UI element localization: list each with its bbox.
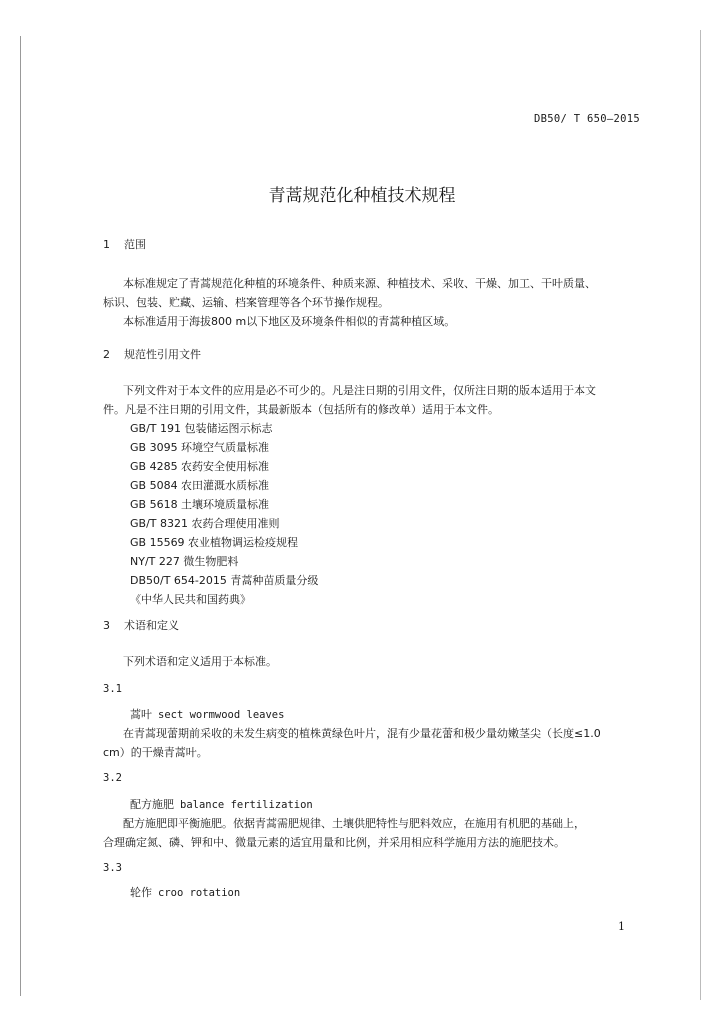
subsection-number: 3.1 bbox=[103, 683, 122, 695]
reference-item: GB 3095 环境空气质量标准 bbox=[130, 441, 270, 454]
reference-item: GB 15569 农业植物调运检疫规程 bbox=[130, 536, 299, 549]
term-english: sect wormwood leaves bbox=[158, 709, 285, 721]
section-number: 3 bbox=[103, 619, 110, 632]
paragraph-line: 件。凡是不注日期的引用文件，其最新版本（包括所有的修改单）适用于本文件。 bbox=[103, 403, 499, 416]
definition-line: 配方施肥即平衡施肥。依据青蒿需肥规律、土壤供肥特性与肥料效应，在施用有机肥的基础上， bbox=[123, 817, 585, 830]
reference-item: GB 5618 土壤环境质量标准 bbox=[130, 498, 270, 511]
document-title: 青蒿规范化种植技术规程 bbox=[268, 186, 456, 206]
section-heading bbox=[103, 346, 201, 362]
reference-item: GB/T 8321 农药合理使用准则 bbox=[130, 517, 280, 530]
term-chinese: 蒿叶 bbox=[130, 708, 152, 721]
definition-line: cm）的干燥青蒿叶。 bbox=[103, 746, 208, 759]
reference-item: GB 4285 农药安全使用标准 bbox=[130, 460, 270, 473]
reference-item: DB50/T 654-2015 青蒿种苗质量分级 bbox=[130, 574, 319, 587]
definition-line: 在青蒿现蕾期前采收的未发生病变的植株黄绿色叶片，混有少量花蕾和极少量幼嫩茎尖（长度≤1.0 bbox=[123, 727, 601, 740]
section-heading bbox=[103, 236, 146, 252]
subsection-number: 3.3 bbox=[103, 862, 122, 874]
term-chinese: 轮作 bbox=[130, 886, 152, 899]
reference-item: GB/T 191 包装储运图示标志 bbox=[130, 422, 273, 435]
definition-line: 合理确定氮、磷、钾和中、微量元素的适宜用量和比例，并采用相应科学施用方法的施肥技术。 bbox=[103, 836, 565, 849]
term-heading bbox=[130, 796, 313, 812]
section-title: 规范性引用文件 bbox=[124, 348, 201, 361]
paragraph-line: 下列文件对于本文件的应用是必不可少的。凡是注日期的引用文件，仅所注日期的版本适用于本文 bbox=[123, 384, 596, 397]
section-title: 术语和定义 bbox=[124, 619, 179, 632]
reference-item: 《中华人民共和国药典》 bbox=[130, 593, 251, 606]
section-heading bbox=[103, 617, 179, 633]
term-heading bbox=[130, 884, 240, 900]
term-heading bbox=[130, 706, 284, 722]
section-number: 1 bbox=[103, 238, 110, 251]
section-number: 2 bbox=[103, 348, 110, 361]
paragraph-line: 下列术语和定义适用于本标准。 bbox=[123, 655, 277, 668]
paragraph-line: 本标准适用于海拔800 m以下地区及环境条件相似的青蒿种植区域。 bbox=[123, 315, 456, 328]
reference-item: GB 5084 农田灌溉水质标准 bbox=[130, 479, 270, 492]
scan-edge-left bbox=[20, 36, 21, 996]
term-english: balance fertilization bbox=[180, 799, 313, 811]
paragraph-line: 本标准规定了青蒿规范化种植的环境条件、种质来源、种植技术、采收、干燥、加工、干叶质量、 bbox=[123, 277, 596, 290]
term-chinese: 配方施肥 bbox=[130, 798, 174, 811]
reference-item: NY/T 227 微生物肥料 bbox=[130, 555, 239, 568]
section-title: 范围 bbox=[124, 238, 146, 251]
page-number: 1 bbox=[618, 920, 625, 933]
term-english: croo rotation bbox=[158, 887, 241, 899]
scan-edge-right bbox=[700, 30, 701, 1000]
standard-code: DB50/ T 650—2015 bbox=[534, 113, 640, 125]
subsection-number: 3.2 bbox=[103, 772, 122, 784]
paragraph-line: 标识、包装、贮藏、运输、档案管理等各个环节操作规程。 bbox=[103, 296, 389, 309]
